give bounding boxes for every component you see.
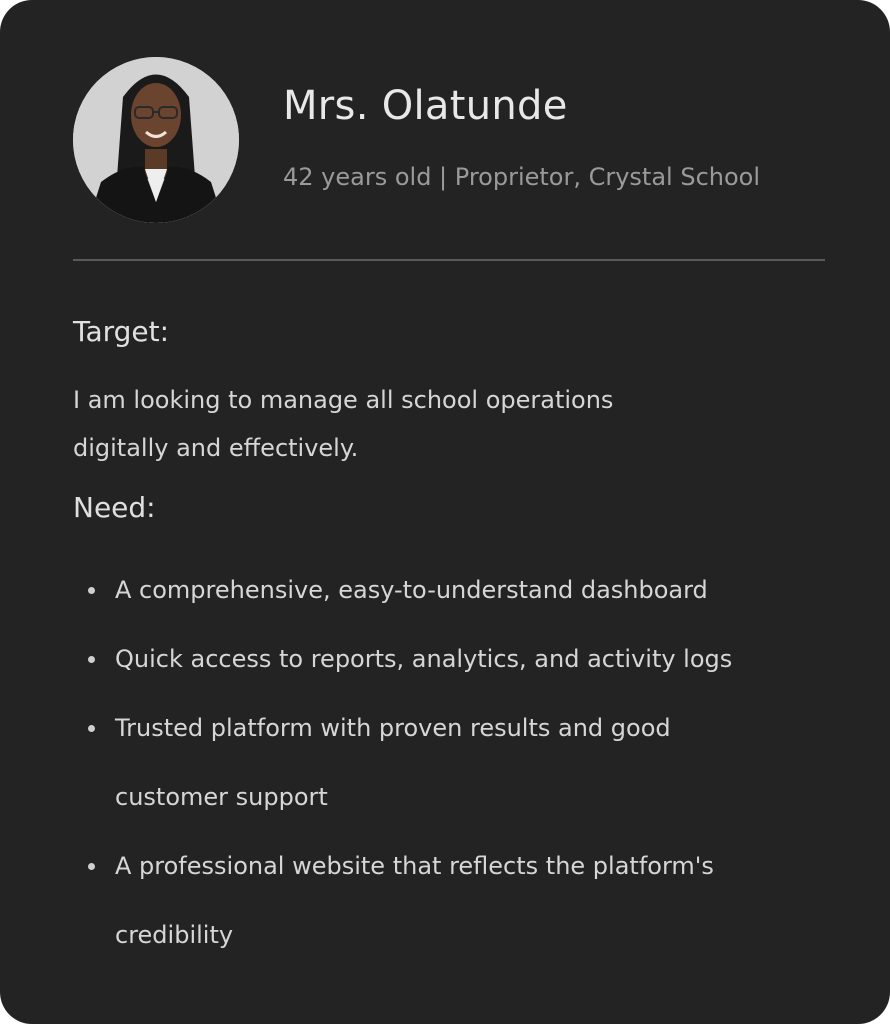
target-description xyxy=(73,376,773,472)
divider xyxy=(73,259,825,261)
target-line: I am looking to manage all school operations xyxy=(73,386,614,414)
need-item-text: Trusted platform with proven results and good xyxy=(115,714,671,742)
person-avatar-icon xyxy=(73,57,239,223)
need-heading: Need: xyxy=(73,491,156,524)
need-list-item xyxy=(73,832,863,970)
need-list xyxy=(73,556,863,970)
need-item-text: customer support xyxy=(115,783,328,811)
need-item-text: Quick access to reports, analytics, and activity logs xyxy=(115,645,733,673)
need-item-text: credibility xyxy=(115,921,234,949)
target-line: digitally and effectively. xyxy=(73,434,359,462)
bullet-icon xyxy=(88,863,95,870)
bullet-icon xyxy=(88,587,95,594)
need-list-item xyxy=(73,556,863,625)
need-list-item xyxy=(73,694,863,832)
bullet-icon xyxy=(88,656,95,663)
need-item-text: A professional website that reflects the platform's xyxy=(115,852,714,880)
need-list-item xyxy=(73,625,863,694)
persona-subtitle: 42 years old | Proprietor, Crystal School xyxy=(283,163,761,191)
bullet-icon xyxy=(88,725,95,732)
need-item-text: A comprehensive, easy-to-understand dashboard xyxy=(115,576,708,604)
persona-name: Mrs. Olatunde xyxy=(283,83,568,129)
target-heading: Target: xyxy=(73,315,170,348)
